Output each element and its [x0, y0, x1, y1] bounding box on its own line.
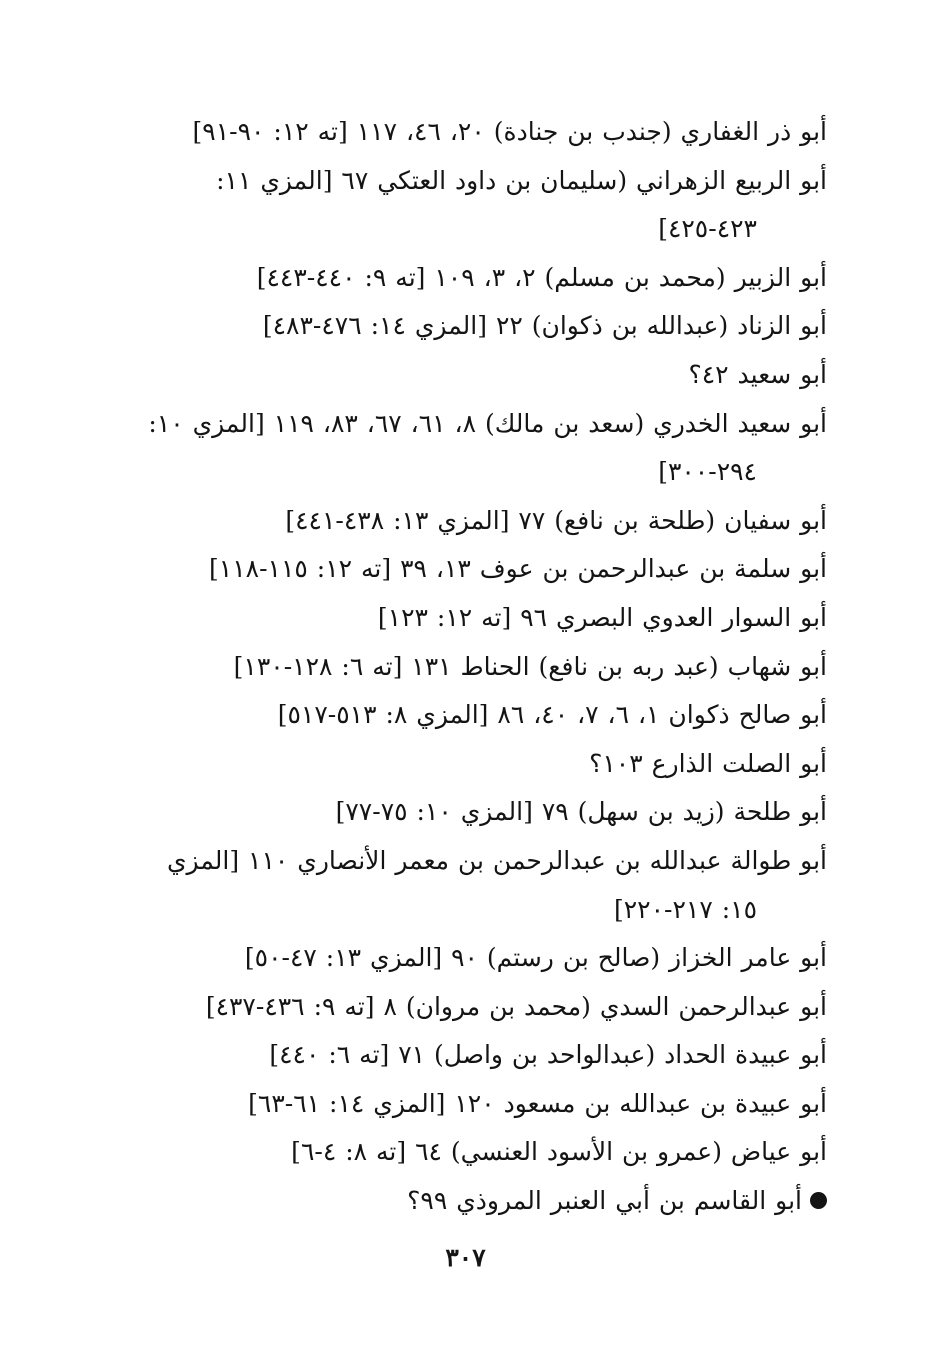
- entry-text: أبو القاسم بن أبي العنبر المروذي ٩٩؟: [407, 1186, 802, 1216]
- index-entry: [127, 643, 827, 692]
- bullet-icon: [810, 1192, 827, 1209]
- entry-text: أبو طوالة عبدالله بن عبدالرحمن بن معمر الأنصاري ١١٠ [المزي ١٥: ٢١٧-٢٢٠]: [166, 845, 827, 924]
- index-entry: [127, 1031, 827, 1080]
- entry-text: أبو الصلت الذارع ١٠٣؟: [589, 748, 827, 778]
- index-entry: [127, 302, 827, 351]
- index-entry: [127, 400, 827, 497]
- entry-text: أبو عبيدة بن عبدالله بن مسعود ١٢٠ [المزي ١٤: ٦١-٦٣]: [248, 1088, 827, 1118]
- entry-text: أبو سفيان (طلحة بن نافع) ٧٧ [المزي ١٣: ٤٣٨-٤٤١]: [285, 505, 827, 535]
- index-entry: [127, 934, 827, 983]
- index-entry: [127, 837, 827, 934]
- entry-text: أبو سلمة بن عبدالرحمن بن عوف ١٣، ٣٩ [ته ١٢: ١١٥-١١٨]: [209, 554, 827, 584]
- index-entry: [127, 1177, 827, 1226]
- entry-text: أبو سعيد ٤٢؟: [688, 359, 827, 389]
- entry-text: أبو صالح ذكوان ١، ٦، ٧، ٤٠، ٨٦ [المزي ٨: ٥١٣-٥١٧]: [277, 700, 827, 730]
- entry-text: أبو الزبير (محمد بن مسلم) ٢، ٣، ١٠٩ [ته ٩: ٤٤٠-٤٤٣]: [256, 262, 827, 292]
- index-entry: [127, 1128, 827, 1177]
- index-entry: [127, 788, 827, 837]
- entry-text: أبو شهاب (عبد ربه بن نافع) الحناط ١٣١ [ته ٦: ١٢٨-١٣٠]: [233, 651, 827, 681]
- index-entry: [127, 545, 827, 594]
- entry-text: أبو ذر الغفاري (جندب بن جنادة) ٢٠، ٤٦، ١١٧ [ته ١٢: ٩٠-٩١]: [192, 117, 827, 146]
- index-entry: [127, 691, 827, 740]
- index-entry: [127, 108, 827, 157]
- entry-text: أبو عامر الخزاز (صالح بن رستم) ٩٠ [المزي ١٣: ٤٧-٥٠]: [244, 943, 827, 973]
- index-entry: [127, 351, 827, 400]
- index-entry: [127, 594, 827, 643]
- entry-text: أبو عبيدة الحداد (عبدالواحد بن واصل) ٧١ [ته ٦: ٤٤٠]: [269, 1040, 827, 1070]
- index-entries: [127, 108, 827, 1226]
- index-entry: [127, 740, 827, 789]
- entry-text: أبو طلحة (زيد بن سهل) ٧٩ [المزي ١٠: ٧٥-٧٧]: [335, 797, 827, 827]
- index-entry: [127, 157, 827, 254]
- index-entry: [127, 1080, 827, 1129]
- entry-text: أبو الربيع الزهراني (سليمان بن داود العتكي ٦٧ [المزي ١١: ٤٢٣-٤٢٥]: [216, 165, 827, 244]
- index-entry: [127, 254, 827, 303]
- entry-text: أبو عياض (عمرو بن الأسود العنسي) ٦٤ [ته ٨: ٤-٦]: [291, 1137, 827, 1167]
- entry-text: أبو السوار العدوي البصري ٩٦ [ته ١٢: ١٢٣]: [377, 602, 827, 632]
- entry-text: أبو عبدالرحمن السدي (محمد بن مروان) ٨ [ته ٩: ٤٣٦-٤٣٧]: [205, 991, 827, 1021]
- index-entry: [127, 983, 827, 1032]
- index-entry: [127, 497, 827, 546]
- entry-text: أبو سعيد الخدري (سعد بن مالك) ٨، ٦١، ٦٧، ٨٣، ١١٩ [المزي ١٠: ٢٩٤-٣٠٠]: [148, 408, 827, 487]
- entry-text: أبو الزناد (عبدالله بن ذكوان) ٢٢ [المزي ١٤: ٤٧٦-٤٨٣]: [262, 311, 827, 341]
- page-number: ٣٠٧: [445, 1243, 486, 1272]
